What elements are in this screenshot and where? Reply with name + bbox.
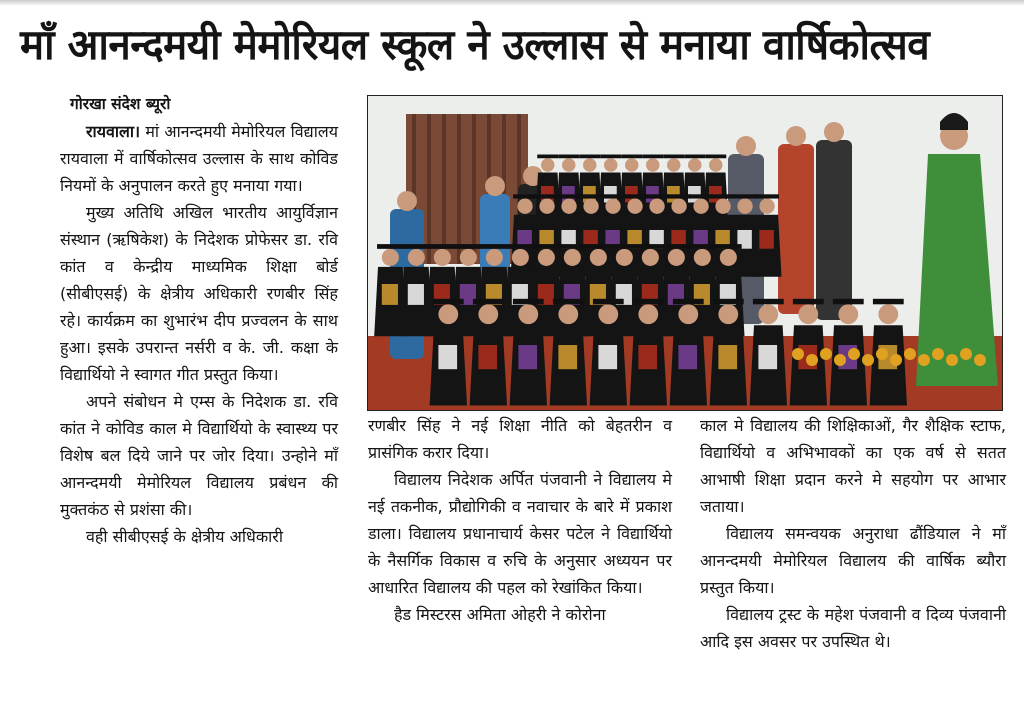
photo-curtain-fold [442, 114, 446, 264]
photo-marigold [806, 354, 818, 366]
photo-marigold [946, 354, 958, 366]
photo-child-cap [429, 244, 456, 249]
photo-child-head [434, 249, 451, 266]
photo-child-cap [689, 194, 713, 198]
photo-child-head [678, 304, 698, 324]
photo-marigold [974, 354, 986, 366]
photo-child-head [605, 199, 620, 214]
photo-child-head [638, 304, 658, 324]
ceremony-photo-drawing [368, 96, 1002, 410]
photo-child-head [737, 199, 752, 214]
photo-marigold [876, 348, 888, 360]
photo-child-cap [689, 244, 716, 249]
article-headline: माँ आनन्दमयी मेमोरियल स्कूल ने उल्लास से मनाया वार्षिकोत्सव [20, 20, 930, 69]
paragraph-gratitude: काल मे विद्यालय की शिक्षिकाओं, गैर शैक्षिक स्टाफ, विद्यार्थियो व अभिभावकों का एक वर्ष से सतत आभाषी शिक्षा प्रदान करने मे सहयोग पर आभार जताया। [700, 416, 1006, 516]
photo-child-cap [481, 244, 508, 249]
photo-child-certificate [759, 230, 773, 249]
photo-child-certificate [478, 345, 497, 369]
ceremony-photo [367, 95, 1003, 411]
article-column-1 [60, 90, 338, 550]
photo-child-certificate [408, 284, 424, 305]
photo-child-head [688, 158, 702, 172]
photo-child-head [798, 304, 818, 324]
photo-child-cap [623, 194, 647, 198]
photo-marigold [890, 354, 902, 366]
byline: गोरखा संदेश ब्यूरो [70, 95, 171, 113]
photo-child-cap [535, 194, 559, 198]
photo-child-head [838, 304, 858, 324]
photo-child-head [668, 249, 685, 266]
photo-marigold [960, 348, 972, 360]
photo-child-cap [579, 194, 603, 198]
photo-child-cap [793, 299, 824, 305]
photo-child-head [382, 249, 399, 266]
photo-child-head [642, 249, 659, 266]
photo-child-cap [537, 155, 558, 159]
photo-child-certificate [382, 284, 398, 305]
photo-child-certificate [678, 345, 697, 369]
photo-child-cap [513, 194, 537, 198]
photo-child-cap [753, 299, 784, 305]
photo-child-head [709, 158, 723, 172]
photo-child-cap [663, 155, 684, 159]
photo-child-head [671, 199, 686, 214]
photo-child-cap [601, 194, 625, 198]
photo-child-cap [455, 244, 482, 249]
photo-marigold [862, 354, 874, 366]
photo-child-head [627, 199, 642, 214]
photo-child-head [460, 249, 477, 266]
photo-adult-body [816, 140, 852, 320]
photo-child-cap [377, 244, 404, 249]
photo-child-head [646, 158, 660, 172]
photo-child-head [667, 158, 681, 172]
paragraph-new-education-policy: रणबीर सिंह ने नई शिक्षा नीति को बेहतरीन व प्रासंगिक करार दिया। [368, 416, 672, 462]
photo-child-head [878, 304, 898, 324]
photo-child-head [558, 304, 578, 324]
top-strip [0, 0, 1024, 6]
photo-child-head [718, 304, 738, 324]
photo-child-head [539, 199, 554, 214]
photo-child-cap [645, 194, 669, 198]
photo-marigold [904, 348, 916, 360]
photo-child-cap [733, 194, 757, 198]
paragraph-aiims-director: अपने संबोधन मे एम्स के निदेशक डा. रवि कांत ने कोविड काल मे विद्यार्थियो के स्वास्थ्य पर विशेष बल दिये जाने पर जोर दिया। उन्होने माँ आनन्दमयी मेमोरियल विद्यालय प्रबंधन की मुक्तकंठ से प्रशंसा की। [60, 392, 338, 519]
photo-child-head [478, 304, 498, 324]
paragraph-intro [60, 118, 338, 199]
photo-child-certificate [518, 345, 537, 369]
photo-child-head [616, 249, 633, 266]
photo-child-head [583, 158, 597, 172]
photo-adult-head [736, 136, 756, 156]
photo-child-head [438, 304, 458, 324]
photo-child-cap [873, 299, 904, 305]
photo-child-head [758, 304, 778, 324]
photo-adult-head [485, 176, 505, 196]
photo-adult-head [397, 191, 417, 211]
photo-child-cap [755, 194, 779, 198]
photo-child-head [694, 249, 711, 266]
photo-child-certificate [598, 345, 617, 369]
photo-child-cap [637, 244, 664, 249]
photo-child-cap [663, 244, 690, 249]
photo-child-certificate [558, 345, 577, 369]
photo-child-head [715, 199, 730, 214]
photo-child-cap [553, 299, 584, 305]
photo-marigold [918, 354, 930, 366]
photo-child-head [538, 249, 555, 266]
photo-child-head [486, 249, 503, 266]
photo-child-cap [621, 155, 642, 159]
photo-child-head [625, 158, 639, 172]
photo-child-head [693, 199, 708, 214]
photo-marigold [792, 348, 804, 360]
photo-child-cap [667, 194, 691, 198]
photo-marigold [932, 348, 944, 360]
paragraph-chief-guest: मुख्य अतिथि अखिल भारतीय आयुर्विज्ञान संस्थान (ऋषिकेश) के निदेशक प्रोफेसर डा. रवि कांत व केन्द्रीय माध्यमिक शिक्षा बोर्ड (सीबीएसई) के क्षेत्रीय अधिकारी रणबीर सिंह रहे। कार्यक्रम का शुभारंभ दीप प्रज्वलन के साथ हुआ। इसके उपरान्त नर्सरी व के. जी. कक्षा के विद्यार्थियो ने स्वागत गीत प्रस्तुत किया। [60, 203, 338, 384]
photo-child-head [649, 199, 664, 214]
photo-child-cap [558, 155, 579, 159]
photo-child-cap [507, 244, 534, 249]
photo-curtain-fold [472, 114, 476, 264]
photo-child-head [583, 199, 598, 214]
photo-child-head [564, 249, 581, 266]
photo-child-cap [715, 244, 742, 249]
photo-child-head [408, 249, 425, 266]
photo-child-cap [600, 155, 621, 159]
photo-child-cap [513, 299, 544, 305]
photo-child-cap [403, 244, 430, 249]
article-column-3 [700, 412, 1006, 655]
photo-child-cap [833, 299, 864, 305]
photo-child-cap [473, 299, 504, 305]
photo-child-certificate [438, 345, 457, 369]
photo-child-certificate [718, 345, 737, 369]
photo-adult-head [824, 122, 844, 142]
photo-child-head [561, 199, 576, 214]
paragraph-coordinator: विद्यालय समन्वयक अनुराधा ढौंडियाल ने माँ आनन्दमयी मेमोरियल विद्यालय की वार्षिक ब्यौरा प्रस्तुत किया। [700, 524, 1006, 597]
paragraph-trust-members: विद्यालय ट्रस्ट के महेश पंजवानी व दिव्य पंजवानी आदि इस अवसर पर उपस्थित थे। [700, 605, 1006, 651]
photo-child-head [512, 249, 529, 266]
photo-curtain-fold [457, 114, 461, 264]
photo-child-certificate [638, 345, 657, 369]
photo-adult-head [786, 126, 806, 146]
photo-child-head [759, 199, 774, 214]
photo-child-head [541, 158, 555, 172]
photo-child-cap [611, 244, 638, 249]
photo-child-head [604, 158, 618, 172]
photo-child-cap [713, 299, 744, 305]
photo-child-cap [579, 155, 600, 159]
photo-child-cap [557, 194, 581, 198]
photo-marigold [834, 354, 846, 366]
photo-child-cap [673, 299, 704, 305]
photo-child-head [598, 304, 618, 324]
photo-marigold [820, 348, 832, 360]
photo-child-certificate [758, 345, 777, 369]
photo-child-cap [633, 299, 664, 305]
photo-child-cap [559, 244, 586, 249]
photo-child-cap [711, 194, 735, 198]
photo-child-cap [433, 299, 464, 305]
photo-child-head [518, 304, 538, 324]
article-column-2 [368, 412, 672, 628]
photo-adult-body [778, 144, 814, 314]
photo-curtain-fold [427, 114, 431, 264]
photo-child-head [562, 158, 576, 172]
photo-child-cap [684, 155, 705, 159]
paragraph-headmistress-start: हैड मिस्टरस अमिता ओहरी ने कोरोना [394, 605, 606, 624]
photo-child-cap [593, 299, 624, 305]
paragraph-cbse-officer-start: वही सीबीएसई के क्षेत्रीय अधिकारी [86, 527, 283, 546]
photo-child-cap [533, 244, 560, 249]
paragraph-intro-text: मां आनन्दमयी मेमोरियल विद्यालय रायवाला में वार्षिकोत्सव उल्लास के साथ कोविड नियमों के अनुपालन करते हुए मनाया गया। [60, 122, 338, 195]
dateline: रायवाला। [86, 122, 141, 141]
photo-child-cap [705, 155, 726, 159]
photo-child-head [517, 199, 532, 214]
photo-child-cap [585, 244, 612, 249]
photo-child-head [590, 249, 607, 266]
photo-marigold [848, 348, 860, 360]
photo-child-head [720, 249, 737, 266]
paragraph-director-principal: विद्यालय निदेशक अर्पित पंजवानी ने विद्यालय मे नई तकनीक, प्रौद्योगिकी व नवाचार के बारे में प्रकाश डाला। विद्यालय प्रधानाचार्य केसर पटेल ने विद्यार्थियो के नैसर्गिक विकास व रुचि के अनुसार अध्ययन पर आधारित विद्यालय की पहल को रेखांकित किया। [368, 470, 672, 597]
photo-child-cap [642, 155, 663, 159]
